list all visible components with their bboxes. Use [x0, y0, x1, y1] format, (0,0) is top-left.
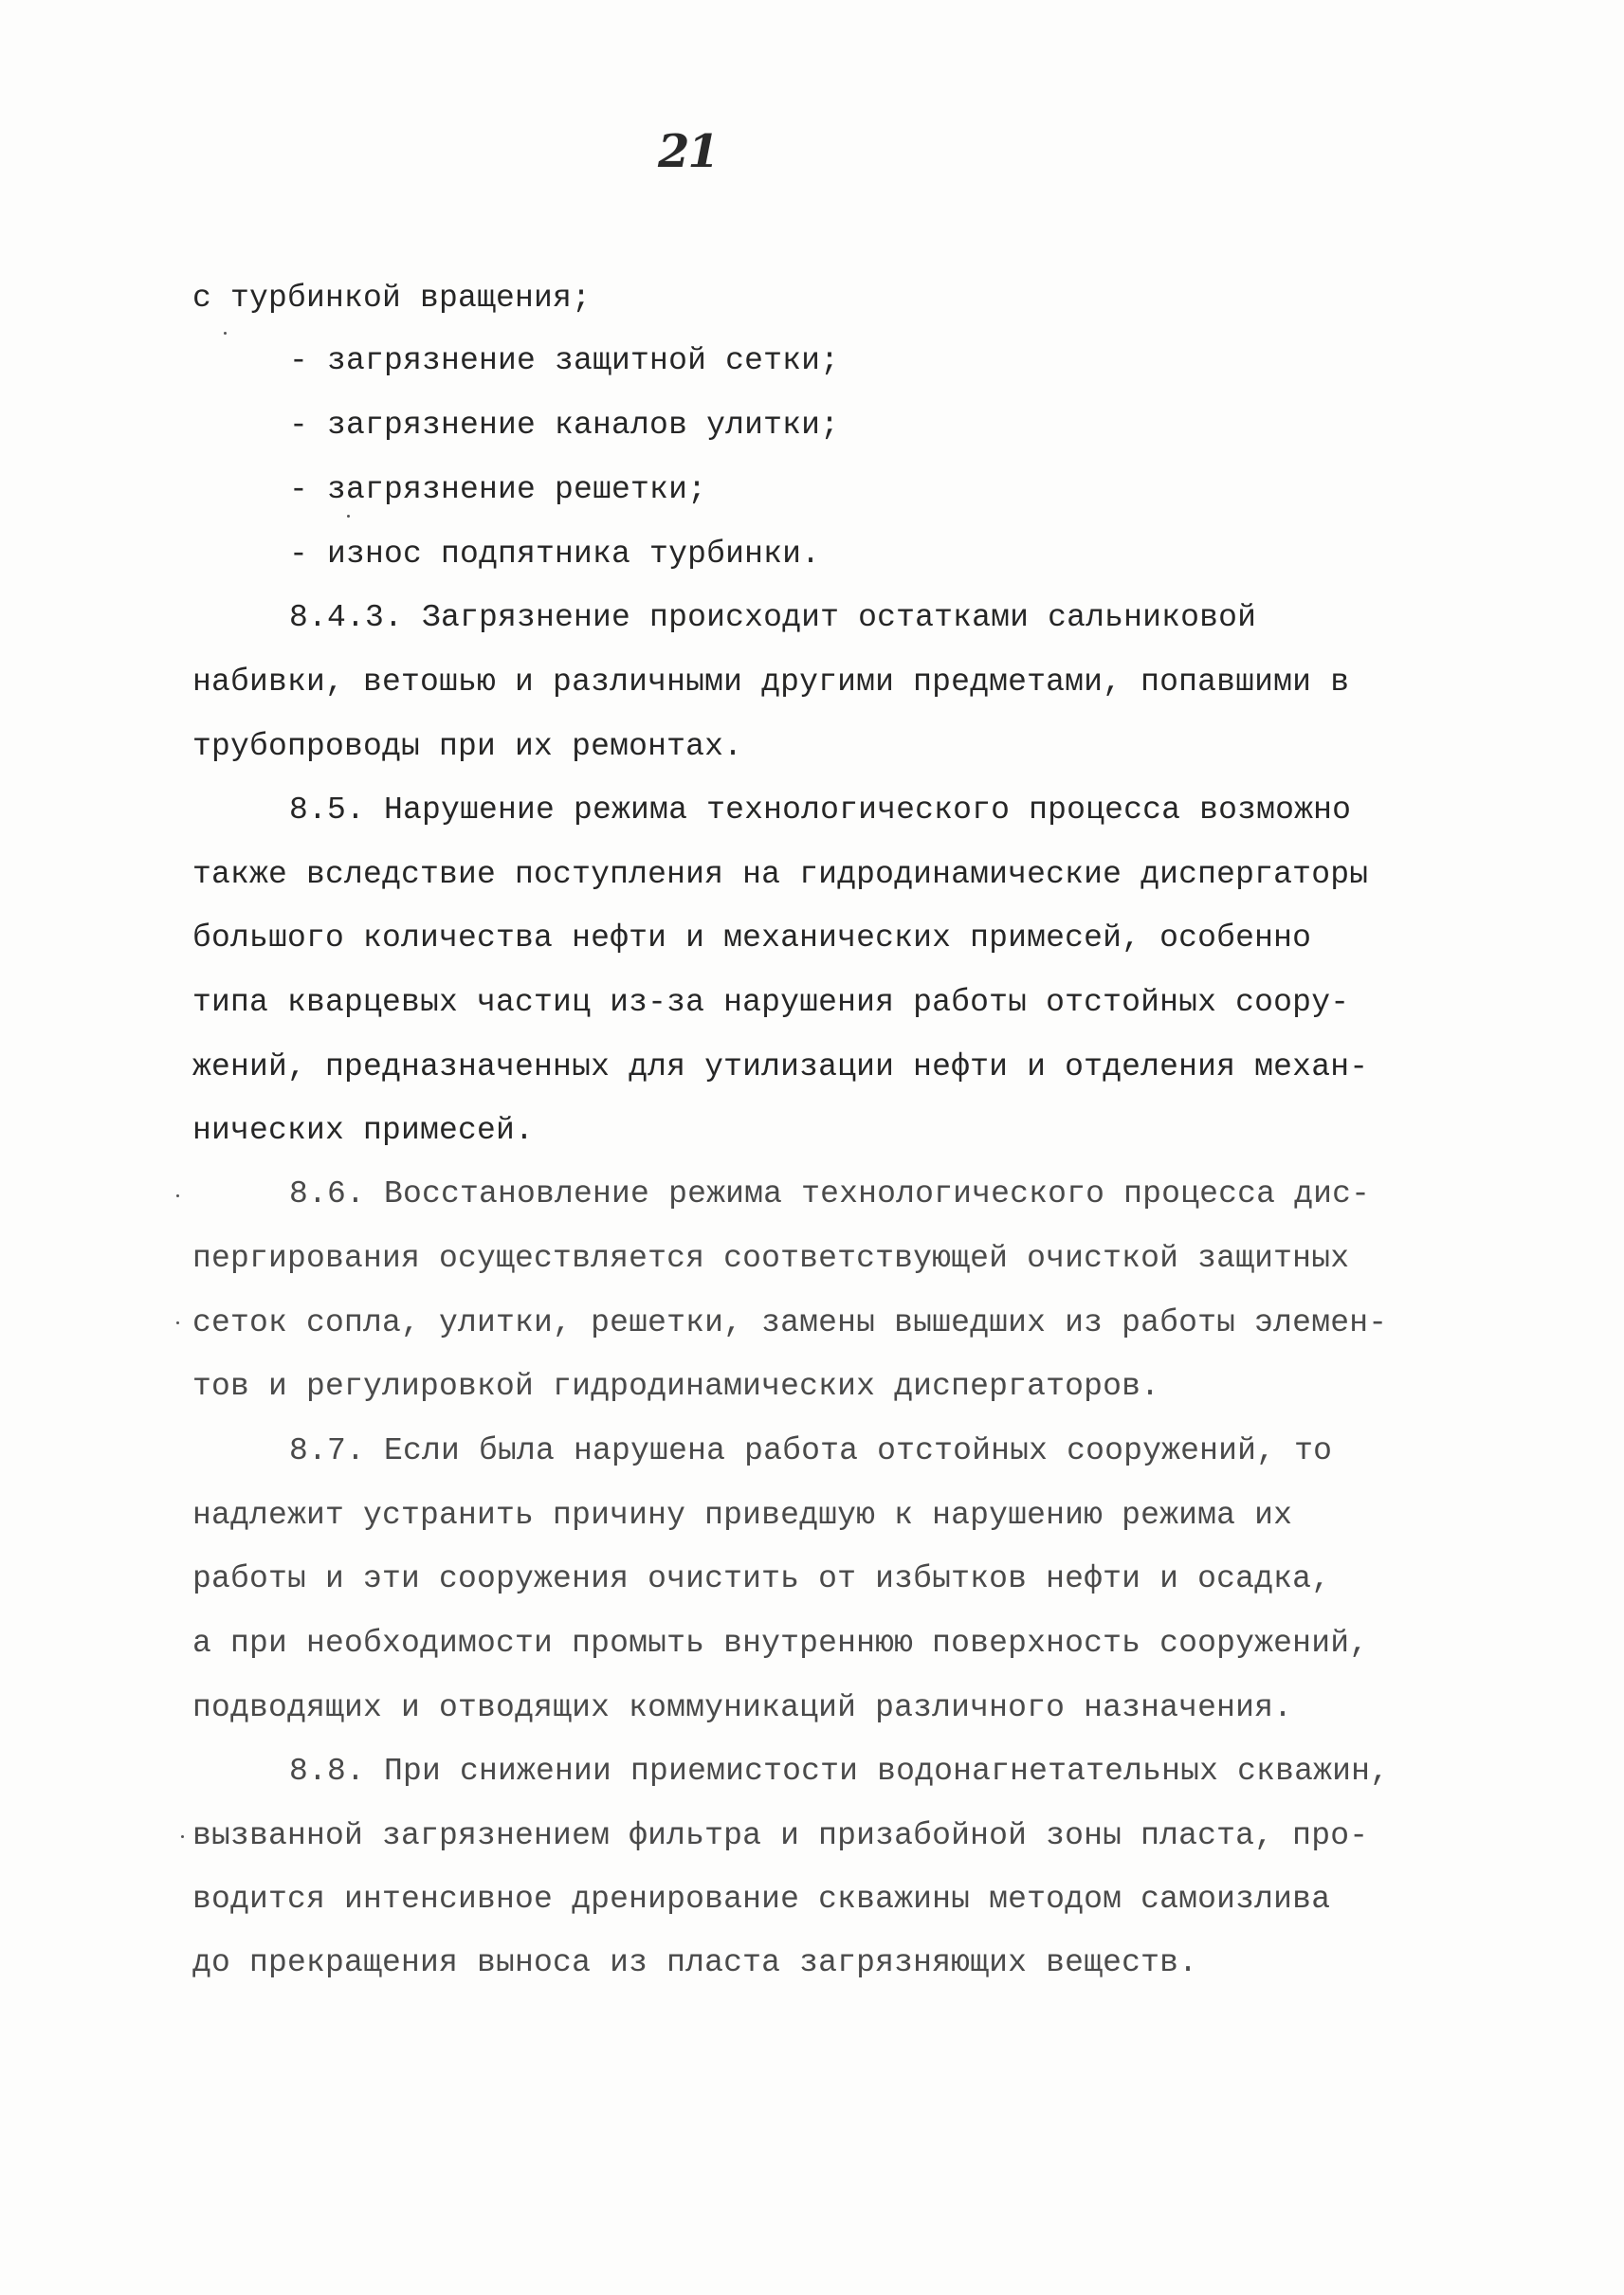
text-line: также вследствие поступления на гидродинамические диспергаторы	[192, 857, 1369, 892]
page-number: 21	[658, 125, 718, 178]
text-line: типа кварцевых частиц из-за нарушения работы отстойных соору-	[192, 985, 1350, 1020]
text-line: 8.6. Восстановление режима технологического процесса дис-	[289, 1176, 1371, 1211]
scan-speck	[176, 1194, 179, 1197]
text-line: нических примесей.	[192, 1113, 535, 1148]
text-line: тов и регулировкой гидродинамических диспергаторов.	[192, 1369, 1160, 1404]
scan-speck	[347, 515, 350, 518]
text-line: а при необходимости промыть внутреннюю поверхность сооружений,	[192, 1626, 1369, 1661]
text-line: 8.8. При снижении приемистости водонагнетательных скважин,	[289, 1754, 1390, 1789]
text-line: 8.4.3. Загрязнение происходит остатками сальниковой	[289, 600, 1257, 635]
text-line: пергирования осуществляется соответствующей очисткой защитных	[192, 1241, 1350, 1276]
text-line: вызванной загрязнением фильтра и призабойной зоны пласта, про-	[192, 1818, 1369, 1853]
text-line: водится интенсивное дренирование скважины методом самоизлива	[192, 1882, 1331, 1917]
text-line: - износ подпятника турбинки.	[289, 537, 821, 572]
scan-speck	[176, 1321, 179, 1324]
text-line: трубопроводы при их ремонтах.	[192, 729, 743, 764]
text-line: 8.5. Нарушение режима технологического процесса возможно	[289, 792, 1352, 828]
text-line: до прекращения выноса из пласта загрязняющих веществ.	[192, 1945, 1198, 1980]
text-line: большого количества нефти и механических примесей, особенно	[192, 920, 1312, 956]
text-line: - загрязнение защитной сетки;	[289, 343, 840, 378]
scan-speck	[224, 332, 227, 335]
text-line: 8.7. Если была нарушена работа отстойных сооружений, то	[289, 1433, 1333, 1468]
text-line: - загрязнение решетки;	[289, 472, 707, 507]
text-line: жений, предназначенных для утилизации нефти и отделения механ-	[192, 1049, 1369, 1084]
scan-speck	[181, 1835, 184, 1838]
text-line: с турбинкой вращения;	[192, 281, 592, 316]
text-line: надлежит устранить причину приведшую к нарушению режима их	[192, 1498, 1293, 1533]
text-line: подводящих и отводящих коммуникаций различного назначения.	[192, 1690, 1293, 1725]
text-line: сеток сопла, улитки, решетки, замены вышедших из работы элемен-	[192, 1305, 1388, 1340]
text-line: - загрязнение каналов улитки;	[289, 408, 840, 443]
text-line: набивки, ветошью и различными другими предметами, попавшими в	[192, 665, 1350, 700]
text-line: работы и эти сооружения очистить от избытков нефти и осадка,	[192, 1561, 1331, 1596]
